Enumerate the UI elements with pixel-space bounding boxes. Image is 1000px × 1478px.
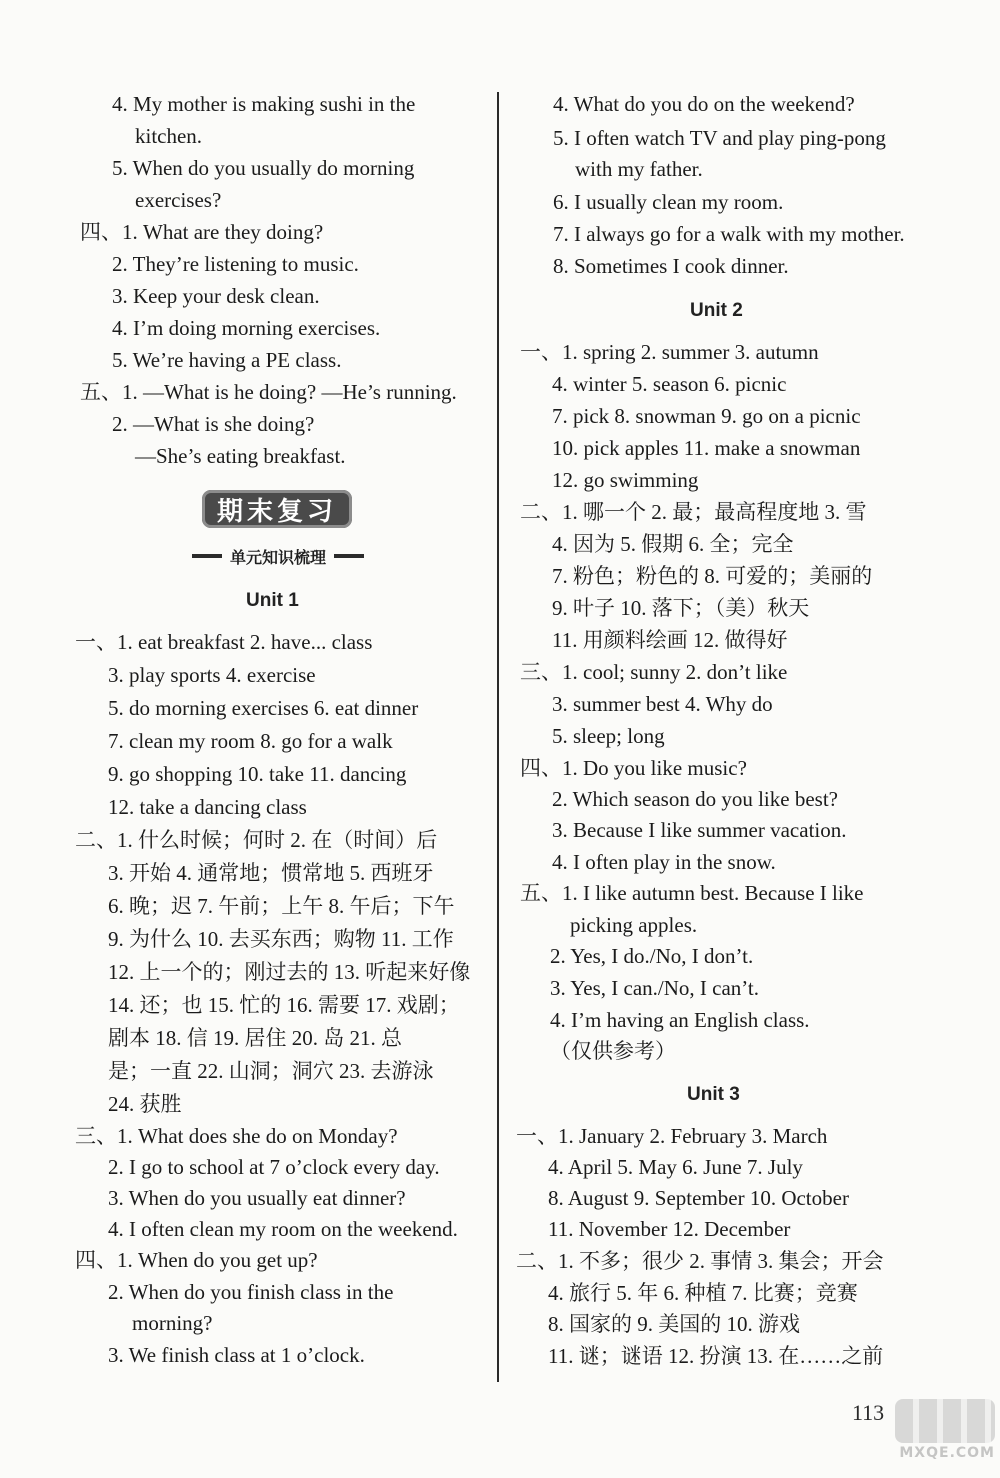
answer-line: 五、1. —What is he doing? —He’s running. xyxy=(80,380,457,404)
answer-line: 8. August 9. September 10. October xyxy=(548,1186,849,1210)
answer-line: 11. November 12. December xyxy=(548,1217,791,1241)
answer-line: 3. Keep your desk clean. xyxy=(112,284,320,308)
answer-line: 剧本 18. 信 19. 居住 20. 岛 21. 总 xyxy=(108,1026,402,1050)
answer-line: 4. I’m having an English class. xyxy=(550,1008,810,1032)
answer-line: 9. go shopping 10. take 11. dancing xyxy=(108,762,407,786)
answer-line: 2. When do you finish class in the xyxy=(108,1280,394,1304)
answer-line: 8. 国家的 9. 美国的 10. 游戏 xyxy=(548,1312,800,1336)
answer-line: 一、1. spring 2. summer 3. autumn xyxy=(520,340,819,364)
answer-line: 7. I always go for a walk with my mother. xyxy=(553,222,905,246)
answer-line: 是；一直 22. 山洞；洞穴 23. 去游泳 xyxy=(108,1059,434,1083)
answer-line: 5. We’re having a PE class. xyxy=(112,348,342,372)
answer-line: exercises? xyxy=(135,188,222,212)
answer-line: 3. summer best 4. Why do xyxy=(552,692,773,716)
answer-line: 3. When do you usually eat dinner? xyxy=(108,1186,406,1210)
answer-line: 二、1. 哪一个 2. 最；最高程度地 3. 雪 xyxy=(520,500,867,524)
subheading-right-rule xyxy=(334,554,364,558)
final-review-banner xyxy=(202,490,352,528)
answer-line: 5. I often watch TV and play ping-pong xyxy=(553,126,886,150)
answer-line: 6. 晚；迟 7. 午前；上午 8. 午后；下午 xyxy=(108,894,455,918)
watermark-logo xyxy=(875,1390,995,1470)
watermark-text: MXQE.COM xyxy=(899,1445,995,1461)
answer-line: 2. I go to school at 7 o’clock every day. xyxy=(108,1155,440,1179)
answer-line: 4. 因为 5. 假期 6. 全；完全 xyxy=(552,532,794,556)
answer-line: 4. I’m doing morning exercises. xyxy=(112,316,381,340)
answer-line: 四、1. What are they doing? xyxy=(80,220,324,244)
answer-line: 14. 还；也 15. 忙的 16. 需要 17. 戏剧； xyxy=(108,993,460,1017)
answer-line: 四、1. When do you get up? xyxy=(75,1248,318,1272)
answer-line: 5. sleep; long xyxy=(552,724,665,748)
answer-line: 2. Which season do you like best? xyxy=(552,787,838,811)
answer-line: 11. 谜；谜语 12. 扮演 13. 在……之前 xyxy=(548,1344,884,1368)
answer-line: 6. I usually clean my room. xyxy=(553,190,784,214)
answer-line: 3. 开始 4. 通常地；惯常地 5. 西班牙 xyxy=(108,861,434,885)
answer-line: 7. pick 8. snowman 9. go on a picnic xyxy=(552,404,861,428)
answer-line: 12. 上一个的；刚过去的 13. 听起来好像 xyxy=(108,960,471,984)
answer-line: picking apples. xyxy=(570,913,698,937)
answer-line: 2. —What is she doing? xyxy=(112,412,315,436)
answer-line: 7. clean my room 8. go for a walk xyxy=(108,729,393,753)
answer-line: 三、1. What does she do on Monday? xyxy=(75,1124,398,1148)
subheading-text: 单元知识梳理 xyxy=(229,547,326,567)
answer-line: 五、1. I like autumn best. Because I like xyxy=(520,881,864,905)
answer-line: 四、1. Do you like music? xyxy=(520,756,747,780)
column-divider xyxy=(497,92,499,1382)
answer-line: 5. do morning exercises 6. eat dinner xyxy=(108,696,419,720)
subheading-left-rule xyxy=(192,554,222,558)
answer-line: 24. 获胜 xyxy=(108,1092,182,1116)
answer-line: 4. I often play in the snow. xyxy=(552,850,776,874)
section-subheading xyxy=(178,544,378,568)
answer-line: 3. Because I like summer vacation. xyxy=(552,818,847,842)
answer-line: 12. go swimming xyxy=(552,468,699,492)
answer-line: kitchen. xyxy=(135,124,203,148)
answer-line: 4. What do you do on the weekend? xyxy=(553,92,855,116)
answer-line: with my father. xyxy=(575,157,703,181)
answer-line: 4. I often clean my room on the weekend. xyxy=(108,1217,458,1241)
answer-line: morning? xyxy=(132,1311,213,1335)
answer-line: 2. Yes, I do./No, I don’t. xyxy=(550,944,754,968)
answer-line: 3. We finish class at 1 o’clock. xyxy=(108,1343,365,1367)
answer-line: 9. 叶子 10. 落下；（美）秋天 xyxy=(552,596,810,620)
answer-line: 二、1. 什么时候；何时 2. 在（时间）后 xyxy=(75,828,438,852)
unit-title: Unit 2 xyxy=(690,300,743,321)
answer-line: 9. 为什么 10. 去买东西；购物 11. 工作 xyxy=(108,927,454,951)
answer-line: 4. My mother is making sushi in the xyxy=(112,92,416,116)
answer-line: 11. 用颜料绘画 12. 做得好 xyxy=(552,628,788,652)
answer-line: 10. pick apples 11. make a snowman xyxy=(552,436,861,460)
answer-line: 4. April 5. May 6. June 7. July xyxy=(548,1155,803,1179)
answer-line: （仅供参考） xyxy=(550,1039,676,1063)
unit-title: Unit 3 xyxy=(687,1084,740,1105)
answer-line: 三、1. cool; sunny 2. don’t like xyxy=(520,660,788,684)
answer-line: —She’s eating breakfast. xyxy=(135,444,346,468)
banner-title: 期末复习 xyxy=(216,496,337,527)
answer-line: 12. take a dancing class xyxy=(108,795,307,819)
answer-line: 一、1. eat breakfast 2. have... class xyxy=(75,630,373,654)
answer-line: 5. When do you usually do morning xyxy=(112,156,415,180)
answer-line: 4. 旅行 5. 年 6. 种植 7. 比赛；竞赛 xyxy=(548,1281,858,1305)
answer-line: 2. They’re listening to music. xyxy=(112,252,359,276)
watermark-icon xyxy=(895,1399,995,1443)
answer-line: 8. Sometimes I cook dinner. xyxy=(553,254,789,278)
answer-line: 7. 粉色；粉色的 8. 可爱的；美丽的 xyxy=(552,564,873,588)
answer-line: 3. Yes, I can./No, I can’t. xyxy=(550,976,759,1000)
answer-line: 4. winter 5. season 6. picnic xyxy=(552,372,787,396)
answer-line: 一、1. January 2. February 3. March xyxy=(516,1124,828,1148)
answer-line: 3. play sports 4. exercise xyxy=(108,663,316,687)
unit-title: Unit 1 xyxy=(246,590,299,611)
page-number: 113 xyxy=(852,1400,885,1425)
answer-line: 二、1. 不多；很少 2. 事情 3. 集会；开会 xyxy=(516,1249,884,1273)
